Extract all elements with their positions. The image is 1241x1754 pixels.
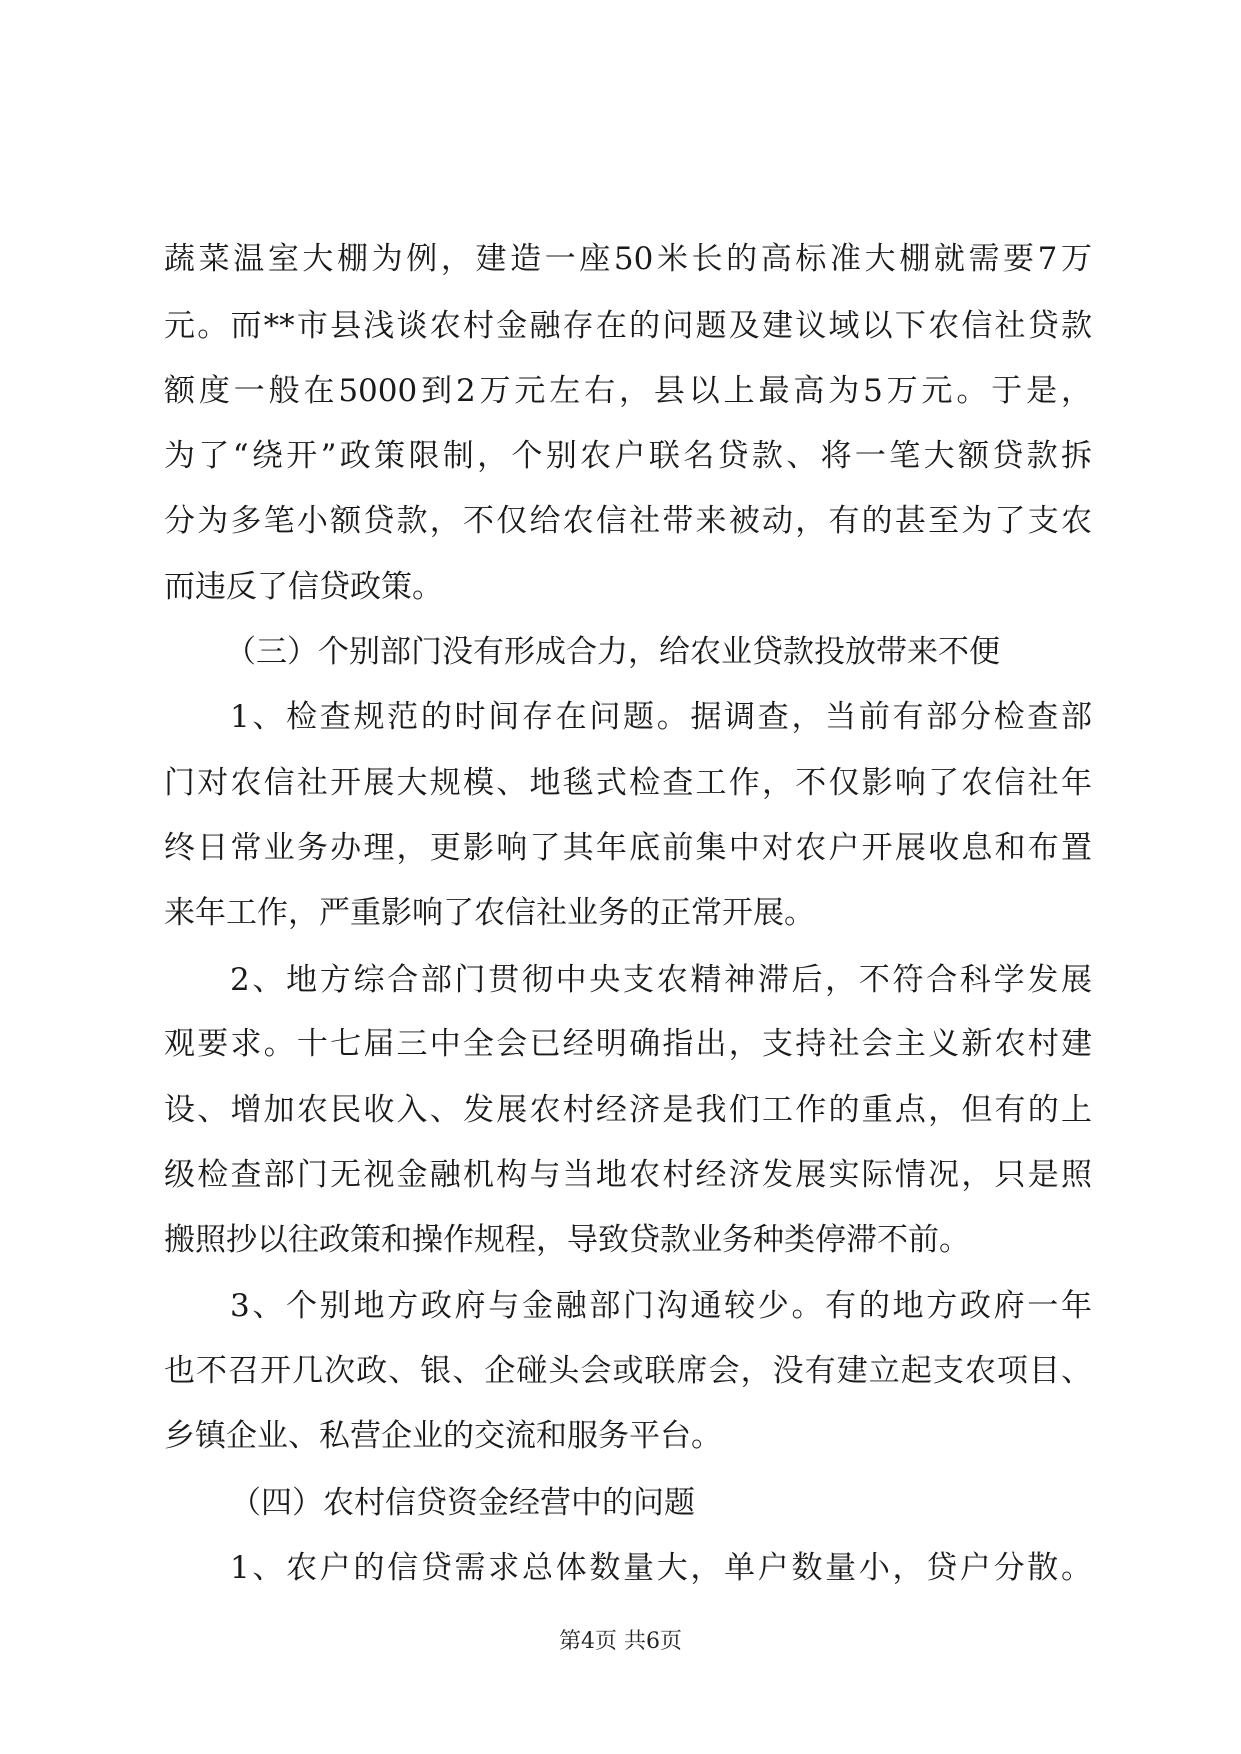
paragraph-line: 来年工作，严重影响了农信社业务的正常开展。 xyxy=(164,895,815,931)
paragraph-line: 1、农户的信贷需求总体数量大，单户数量小，贷户分散。 xyxy=(230,1550,1092,1586)
section-heading: （三）个别部门没有形成合力，给农业贷款投放带来不便 xyxy=(225,634,1000,670)
paragraph-line: 蔬菜温室大棚为例，建造一座50米长的高标准大棚就需要7万 xyxy=(164,241,1092,277)
paragraph-line: 设、增加农民收入、发展农村经济是我们工作的重点，但有的上 xyxy=(164,1092,1092,1128)
page-number: 第4页 共6页 xyxy=(559,1629,682,1654)
paragraph-line: 为了“绕开”政策限制，个别农户联名贷款、将一笔大额贷款拆 xyxy=(164,438,1092,474)
paragraph-line: 乡镇企业、私营企业的交流和服务平台。 xyxy=(164,1418,722,1454)
paragraph-line: 而违反了信贷政策。 xyxy=(164,569,443,605)
paragraph-line: 分为多笔小额贷款，不仅给农信社带来被动，有的甚至为了支农 xyxy=(164,503,1092,539)
paragraph-line: 1、检查规范的时间存在问题。据调查，当前有部分检查部 xyxy=(230,699,1092,735)
paragraph-line: 元。而**市县浅谈农村金融存在的问题及建议域以下农信社贷款 xyxy=(164,308,1092,344)
paragraph-line: 门对农信社开展大规模、地毯式检查工作，不仅影响了农信社年 xyxy=(164,765,1092,801)
paragraph-line: 额度一般在5000到2万元左右，县以上最高为5万元。于是， xyxy=(164,373,1092,409)
paragraph-line: 2、地方综合部门贯彻中央支农精神滞后，不符合科学发展 xyxy=(230,962,1092,998)
paragraph-line: 终日常业务办理，更影响了其年底前集中对农户开展收息和布置 xyxy=(164,830,1092,866)
section-heading: （四）农村信贷资金经营中的问题 xyxy=(230,1485,695,1521)
paragraph-line: 3、个别地方政府与金融部门沟通较少。有的地方政府一年 xyxy=(230,1288,1092,1324)
paragraph-line: 搬照抄以往政策和操作规程，导致贷款业务种类停滞不前。 xyxy=(164,1222,970,1258)
paragraph-line: 也不召开几次政、银、企碰头会或联席会，没有建立起支农项目、 xyxy=(164,1353,1092,1389)
paragraph-line: 级检查部门无视金融机构与当地农村经济发展实际情况，只是照 xyxy=(164,1157,1092,1193)
paragraph-line: 观要求。十七届三中全会已经明确指出，支持社会主义新农村建 xyxy=(164,1026,1092,1062)
